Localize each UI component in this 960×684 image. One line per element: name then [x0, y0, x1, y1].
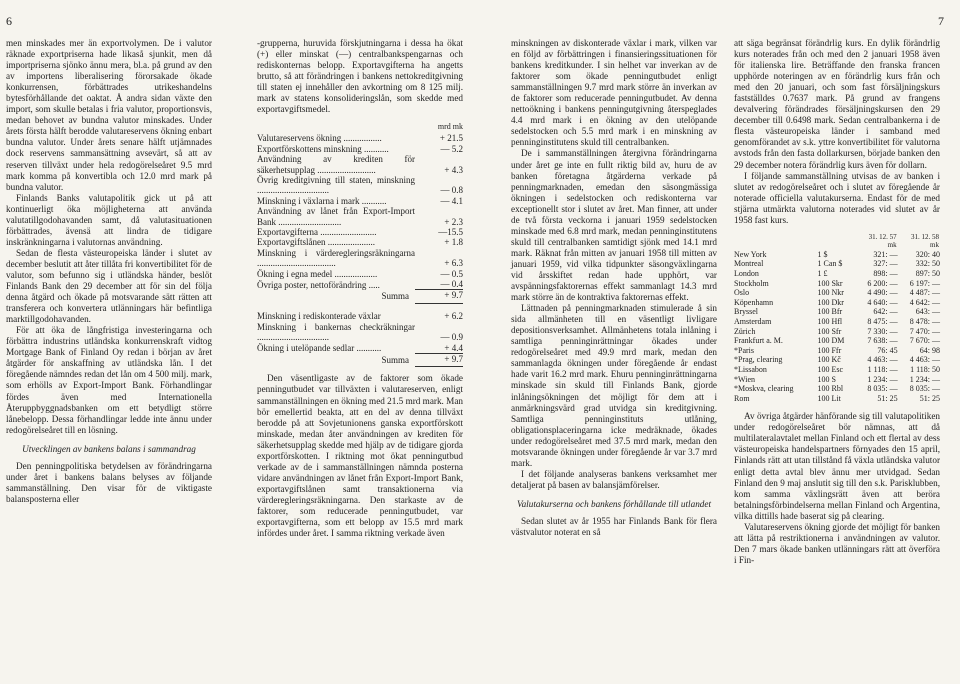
paragraph: Sedan slutet av år 1955 har Finlands Bank för flera västvalutor noterat en så: [511, 515, 717, 538]
row-label: Minskning i rediskonterade växlar: [257, 311, 381, 322]
row-label: Ökning i utelöpande sedlar ...........: [257, 343, 382, 354]
city-cell: *Prag, clearing: [734, 355, 783, 365]
rate-1958-cell: 320: 40: [915, 249, 940, 259]
paragraph: I följande sammanställning utvisas de av banken i slutet av redogörelseåret och i slutet av föregående år noterade officiella valutakurserna. Endast för de med stjärna utmärkta valutorna noterades vid slutet av år 1958 fast kurs.: [734, 170, 940, 225]
unit-cell: 1 £: [817, 268, 828, 278]
rate-1957-cell: 76: 45: [877, 345, 898, 355]
table-row: [257, 144, 463, 154]
unit-cell: 100 S: [817, 374, 836, 384]
column-header-unit: mk: [930, 240, 939, 249]
paragraph: Lättnaden på penningmarknaden stimulerade å sin sida allmänheten till en väsentligt livligare depositionsverksamhet. Allmänhetens totala inlåning i samtliga penninginrättningar ökades under redogörelseåret med 49.9 mrd mark, medan den sammanlagda ökningen under föregående år endast hade varit 16.2 mrd mark. Ehuru penninginrättningarna minskade sin skuld till Finlands Bank, gjorde inlåningsökningen det möjligt för dem att i anmärkningsvärd grad utvidga sin kreditgivning. Samtliga penninginstituts utlåning, obligationsplaceringarna icke medräknade, ökades under redogörelseåret med 37.5 mrd mark, medan den motsvarande ökningen under föregående år var 3.7 mrd mark.: [511, 303, 717, 468]
rate-1957-cell: 7 638: —: [867, 336, 898, 346]
row-label: Minskning i växlarna i mark ...........: [257, 195, 387, 206]
paragraph: men minskades mer än exportvolymen. De i valutor räknade exportpriserna hade likaså sjunkit, men då importpriserna sjönko ännu mera, bl.a. på grund av den av importens liberalisering förorsakade ökade konkurrensen, förbättrades utrikeshandelns bytesförhållande det oaktat. Å andra sidan växte den import, som skulle betalas i fria valutor, proportionsvis, medan behovet av bundna valutor minskades. Under årets första hälft berodde valutareservens ökning enbart bundna valutor. Under årets senare hälft utjämnades dock reservens sammansättning avsevärt, så att av reserven tillväxt under hela redogörelseåret 9.5 mrd mark komma på konvertibla och 12.0 mrd mark på bundna valutor.: [6, 38, 212, 192]
unit-cell: 100 Lit: [817, 393, 841, 403]
row-value: — 5.2: [440, 143, 463, 154]
table-row: [734, 355, 940, 365]
rate-1958-cell: 51: 25: [919, 393, 940, 403]
table-row: [257, 154, 463, 175]
rate-1957-cell: 327: —: [873, 259, 898, 269]
row-label: Övriga poster, nettoförändring .....: [257, 279, 380, 290]
city-cell: Stockholm: [734, 278, 769, 288]
exchange-rates-table: [734, 232, 940, 404]
row-label: Övrig kreditgivning till staten, minskning ................................: [257, 175, 415, 196]
unit-cell: 1 Can $: [817, 259, 843, 269]
paragraph: Den väsentligaste av de faktorer som ökade penningutbudet var tillväxten i valutareserven, enligt sammanställningen en ökning med 21.5 mrd mark. Man bör emellertid beakta, att en del av denna tillväxt berodde på att Sovjetunionens ganska exportförskott minskade, medan åter användningen av krediten för säkerhetsupplag skedde med hjälp av de tidigare gjorda exportförskotten. I riktning mot ökat penningutbud verkade av de i sammanställningen nämnda posterna vidare användningen av lånet från Export-Import Bank, exportavgiftslånen samt transaktionerna via värderegleringsräkningarna. Den starkaste av de faktorer, som reducerade penningutbudet, var exportavgifterna, som ett belopp av 15.5 mrd mark infördes under året. I samma riktning verkade även: [257, 373, 463, 539]
table-row: [734, 269, 940, 279]
paragraph: Den penningpolitiska betydelsen av förändringarna under året i bankens balans belyses av följande sammanställning. Den visar för de viktigaste balansposterna eller: [6, 460, 212, 504]
table-header-row: [734, 232, 940, 250]
city-cell: Köpenhamn: [734, 297, 774, 307]
section-heading: Utvecklingen av bankens balans i sammandrag: [22, 443, 196, 454]
rate-1957-cell: 4 490: —: [867, 288, 898, 298]
city-cell: Bryssel: [734, 307, 758, 317]
row-label: Minskning i värderegleringsräkningarna ...................................: [257, 247, 415, 269]
city-cell: *Lissabon: [734, 364, 767, 374]
table-row: [734, 384, 940, 394]
city-cell: Zürich: [734, 326, 756, 336]
rate-1958-cell: 1 118: 50: [910, 364, 940, 374]
paragraph: De i sammanställningen återgivna förändringarna under året ge inte en fullt riktig bild av, huru de av banken företagna åtgärderna verkade på penningmarknaden, emedan den säsongmässiga ökningen i sedelstocken och rediskonterna var exceptionellt stor i slutet av året. Man finner, att under de två första veckorna i januari 1959 sedelstocken minskade med 6.8 mrd mark, medan penninginstitutens skuld till centralbanken samtidigt sjönk med 14.1 mrd mark. Räknat från mitten av januari 1958 till mitten av januari 1959, vid vilka tidpunkter säsongväxlingarna vid årsskiftet redan hade upphört, var avspänningsfaktorernas effekt sammanlagt 14.3 mrd mark större än de kontraktiva faktorernas effekt.: [511, 148, 717, 303]
rate-1958-cell: 897: 50: [915, 268, 940, 278]
row-value: — 0.9: [440, 332, 463, 343]
city-cell: *Paris: [734, 345, 754, 355]
row-value: + 6.2: [444, 311, 463, 322]
unit-cell: 100 Hfl: [817, 316, 843, 326]
row-value: + 4.3: [444, 164, 463, 175]
sum-value: + 9.7: [415, 354, 463, 367]
rate-1957-cell: 8 475: —: [867, 316, 898, 326]
paragraph: I det följande analyseras bankens verksamhet mer detaljerat på basen av balansjämförelser.: [511, 468, 717, 490]
rate-1957-cell: 1 118: —: [867, 364, 898, 374]
paragraph: -grupperna, huruvida förskjutningarna i dessa ha ökat (+) eller minskat (—) centralbankspengarnas och rediskonternas belopp. Exportavgifterna ha angetts brutto, så att förändringen i bankens nettokreditgivning till staten ej innehåller den avkortning om 8 125 milj. mark av statens konsolideringslån, som skedde med exportavgiftsmedel.: [257, 38, 463, 115]
sum-row: [257, 290, 463, 303]
table-row: [257, 248, 463, 269]
row-value: —15.5: [438, 227, 463, 238]
rate-1957-cell: 4 640: —: [867, 297, 898, 307]
sum-row: [257, 354, 463, 367]
rate-1958-cell: 6 197: —: [909, 278, 940, 288]
sum-label: Summa: [381, 354, 409, 365]
table-row: [734, 259, 940, 269]
rate-1957-cell: 8 035: —: [867, 384, 898, 394]
unit-cell: 100 Ffr: [817, 345, 842, 355]
row-label: Användning av lånet från Export-Import Bank ............................: [257, 206, 415, 227]
city-cell: Amsterdam: [734, 316, 772, 326]
row-value: — 0.5: [440, 268, 463, 279]
text-column-1: [6, 38, 212, 505]
row-label: Minskning i bankernas checkräkningar ................................: [257, 321, 415, 343]
table-row: [734, 317, 940, 327]
unit-cell: 100 Kč: [817, 355, 841, 365]
text-column-4: [734, 38, 940, 566]
unit-cell: 100 Bfr: [817, 307, 843, 317]
table-unit-label: mrd mk: [437, 122, 463, 132]
rate-1958-cell: 64: 98: [919, 345, 940, 355]
table-row: [257, 343, 463, 354]
row-label: Användning av krediten för säkerhetsupplag ..........................: [257, 154, 415, 175]
paragraph: minskningen av diskonterade växlar i mark, vilken var en följd av förbättringen i finansieringssituationen för bankens kreditkunder. I sin helhet var inverkan av de faktorer som ökade penningutbudet enligt sammanställningen 9.7 mrd mark större än inverkan av de faktorer som reducerade penningutbudet. Av denna nettoökning i bankens penningutgivning återspeglades 4.4 mrd mark i en ökning av den utelöpande sedelstocken och 5.5 mrd mark i en minskning av penninginstitutens skuld till centralbanken.: [511, 38, 717, 148]
column-header-date: 31. 12. 58: [911, 232, 939, 241]
table-row: [257, 237, 463, 247]
paragraph: För att öka de långfristiga investeringarna och förbättra industrins utländska konkurrenskraft vidtog Mortgage Bank of Finland Oy redan i början av året åtgärder för anskaffning av utländska lån. I det föregående nämndes redan det lån om 4 500 milj. mark, som erhölls av Export-Import Bank. Förhandlingar fördes även med Internationella Återuppbyggnadsbanken om ett betydligt större lånebelopp. Dessa förhandlingar ledde inte ännu under redogörelseåret till en lösning.: [6, 325, 212, 435]
table-row: [257, 322, 463, 343]
unit-cell: 100 Dkr: [817, 297, 844, 307]
table-row: [734, 250, 940, 260]
row-value: — 0.8: [440, 185, 463, 196]
sum-value: + 9.7: [415, 290, 463, 303]
unit-cell: 100 Esc: [817, 364, 844, 374]
table-row: [734, 394, 940, 404]
city-cell: New York: [734, 249, 767, 259]
table-row: [257, 206, 463, 227]
row-value: — 0.4: [440, 279, 463, 290]
table-row: [257, 175, 463, 196]
rate-1957-cell: 7 330: —: [867, 326, 898, 336]
row-label: Exportavgiftslånen .....................: [257, 237, 375, 248]
table-row: [734, 346, 940, 356]
column-header-date: 31. 12. 57: [868, 232, 897, 241]
city-cell: Frankfurt a. M.: [734, 336, 783, 346]
text-column-2: [257, 38, 463, 539]
row-value: + 21.5: [439, 133, 463, 144]
row-value: + 4.4: [444, 342, 463, 353]
table-row: [257, 133, 463, 143]
table-row: [257, 196, 463, 206]
row-value: + 1.8: [444, 237, 463, 248]
row-label: Exportavgifterna .........................: [257, 227, 377, 238]
table-row: [734, 327, 940, 337]
paragraph: Valutareservens ökning gjorde det möjligt för banken att lätta på restriktionerna i användningen av valutor. Den 7 mars ökade banken utlänningars rätt att överföra i Fin-: [734, 521, 940, 565]
rate-1958-cell: 1 234: —: [909, 374, 940, 384]
rate-1958-cell: 332: 50: [915, 259, 940, 269]
unit-cell: 1 $: [817, 249, 828, 259]
unit-cell: 100 Skr: [817, 278, 843, 288]
row-label: Exportförskottens minskning ...........: [257, 143, 389, 154]
rate-1957-cell: 6 200: —: [867, 278, 898, 288]
rate-1958-cell: 8 035: —: [909, 384, 940, 394]
sum-label: Summa: [381, 290, 409, 301]
row-value: + 6.3: [444, 258, 463, 269]
column-header: [855, 232, 897, 250]
table-row: [257, 227, 463, 237]
city-cell: *Moskva, clearing: [734, 384, 794, 394]
city-cell: Montreal: [734, 259, 764, 269]
rate-1957-cell: 642: —: [873, 307, 898, 317]
unit-cell: 100 Sfr: [817, 326, 842, 336]
rate-1958-cell: 7 670: —: [909, 336, 940, 346]
table-row: [734, 336, 940, 346]
rate-1957-cell: 1 234: —: [867, 374, 898, 384]
table-row: [257, 279, 463, 290]
table-row: [734, 298, 940, 308]
table-row: [734, 375, 940, 385]
page-number-left: 6: [6, 14, 12, 28]
row-label: Valutareservens ökning .................: [257, 133, 382, 144]
exchange-rates-body: [734, 250, 940, 404]
row-value: + 2.3: [444, 216, 463, 227]
rate-1958-cell: 4 487: —: [909, 288, 940, 298]
rate-1957-cell: 898: —: [873, 268, 898, 278]
column-header-unit: mk: [887, 240, 897, 249]
rate-1957-cell: 321: —: [873, 249, 898, 259]
unit-cell: 100 Rbl: [817, 384, 844, 394]
row-label: Ökning i egna medel ...................: [257, 268, 378, 279]
rate-1958-cell: 643: —: [915, 307, 940, 317]
paragraph: Sedan de flesta västeuropeiska länder i slutet av december beslutit att åter tillåta fri konvertibilitet för de valutor, som befunno sig i utländska händer, beslöt Finlands Bank den 29 december att för sin del följa denna åtgärd och ökade på motsvarande sätt rätten att transferera och konvertera utlänningars här befintliga marktillgodohavanden.: [6, 247, 212, 325]
rate-1957-cell: 4 463: —: [867, 355, 898, 365]
table-row: [257, 311, 463, 321]
city-cell: Oslo: [734, 288, 750, 298]
city-cell: Rom: [734, 393, 750, 403]
paragraph: att säga begränsat förändrlig kurs. En dylik förändrlig kurs noterades från och med den 2 januari 1958 även för italienska lire. Beträffande den franska francen upphörde noteringen av en förändrlig kurs från och med den 20 januari, och som fast försäljningskurs fastställdes 0.7637 mark. På grund av frangens devalvering förändrades försäljningskursen den 29 december till 0.6498 mark. Sedan centralbankerna i de flesta västeuropeiska länder i samband med genomförandet av s.k. yttre konvertibilitet för valutorna avstods från den fasta dollarkursen, började banken den 29 december notera förändrlig kurs även för dollarn.: [734, 38, 940, 170]
table-row: [734, 307, 940, 317]
rate-1958-cell: 7 470: —: [909, 326, 940, 336]
city-cell: *Wien: [734, 374, 756, 384]
table-row: [734, 288, 940, 298]
text-column-3: [511, 38, 717, 538]
paragraph: Finlands Banks valutapolitik gick ut på att kontinuerligt öka möjligheterna att använda valutatillgodohavanden samt, då valutasituationen förbättrades, ävensä att lindra de tidigare inskränkningarna i valutornas användning.: [6, 192, 212, 247]
city-cell: London: [734, 268, 759, 278]
table-row: [734, 365, 940, 375]
rate-1957-cell: 51: 25: [877, 393, 898, 403]
rate-1958-cell: 8 478: —: [909, 316, 940, 326]
table-row: [734, 279, 940, 289]
table-row: [257, 269, 463, 279]
rate-1958-cell: 4 642: —: [909, 297, 940, 307]
unit-cell: 100 Nkr: [817, 288, 844, 298]
row-value: — 4.1: [440, 195, 463, 206]
spacer-row: [257, 303, 463, 311]
page-number-right: 7: [938, 14, 944, 28]
rate-1958-cell: 4 463: —: [909, 355, 940, 365]
section-heading: Valutakurserna och bankens förhållande till utlandet: [516, 498, 712, 509]
paragraph: Av övriga åtgärder hänförande sig till valutapolitiken under redogörelseåret bör nämnas, att då multilateralavtalet mellan Finland och ett flertal av dess västeuropeiska handelspartners förnyades den 15 april, Finlands rätt att utan tillstånd få växla utländska valutor enligt detta avtal blev ännu mer utvidgad. Sedan Finland den 9 maj anslutit sig till den s.k. Parisklubben, kom samma växlingsrätt även att beröra betalningsförbindelserna mellan Finland och Argentina, vilka dittills hade baserat sig på clearing.: [734, 411, 940, 521]
column-header: [898, 232, 940, 250]
unit-cell: 100 DM: [817, 336, 845, 346]
balance-changes-table: [257, 133, 463, 367]
